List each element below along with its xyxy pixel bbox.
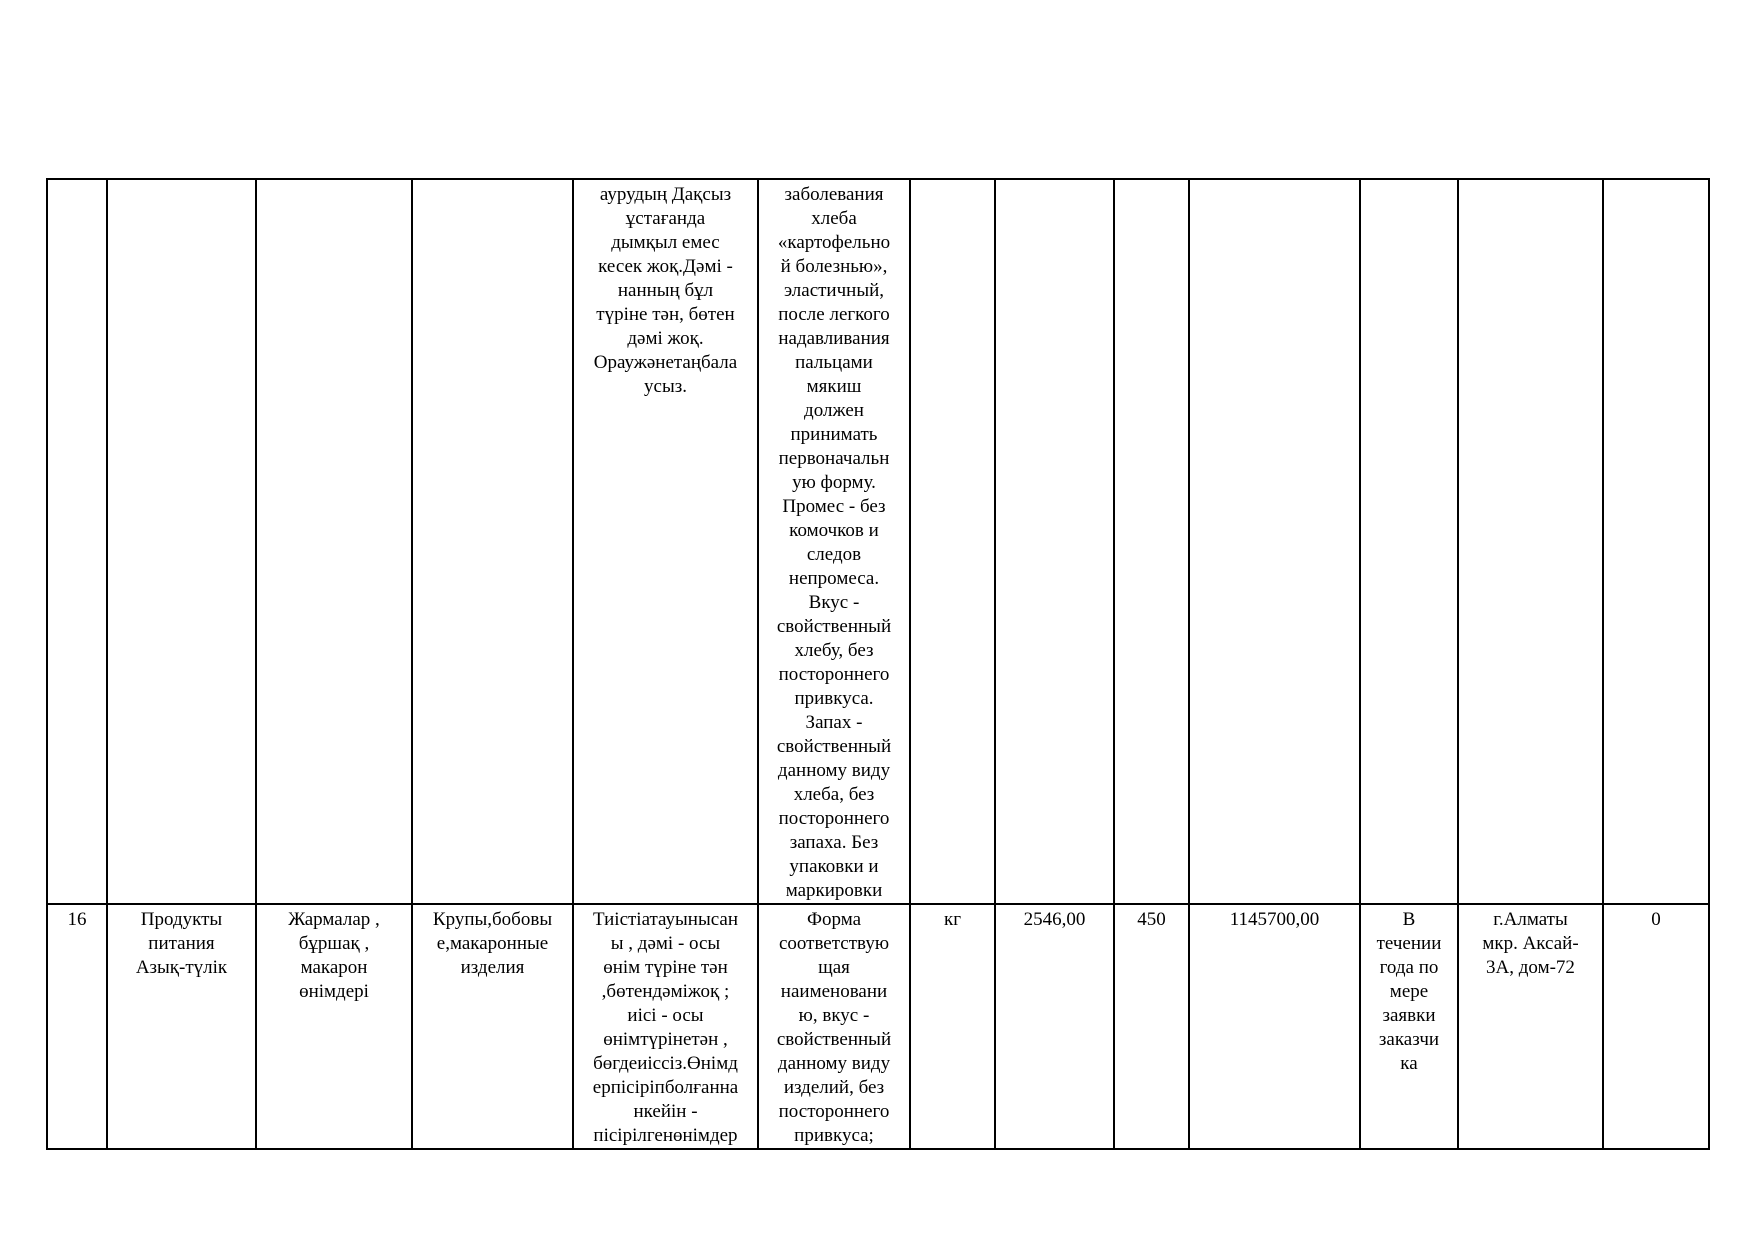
cell-unit bbox=[910, 179, 995, 904]
cell-delivery-terms: В течении года по мере заявки заказчи ка bbox=[1360, 904, 1458, 1149]
cell-advance: 0 bbox=[1603, 904, 1709, 1149]
cell-spec-ru: Форма соответствую щая наименовани ю, вкус - свойственный данному виду изделий, без постороннего привкуса; bbox=[758, 904, 910, 1149]
cell-name-ru bbox=[412, 179, 573, 904]
cell-unit: кг bbox=[910, 904, 995, 1149]
procurement-table bbox=[46, 178, 1710, 1150]
cell-price bbox=[1114, 179, 1189, 904]
cell-spec-ru: заболевания хлеба «картофельно й болезнью», эластичный, после легкого надавливания пальцами мякиш должен принимать первоначальн ую форму. Промес - без комочков и следов непромеса. Вкус - свойственный хлебу, без постороннего привкуса. Запах - свойственный данному виду хлеба, без постороннего запаха. Без упаковки и маркировки bbox=[758, 179, 910, 904]
cell-delivery-place bbox=[1458, 179, 1603, 904]
table-row bbox=[47, 904, 1709, 1149]
cell-amount bbox=[1189, 179, 1360, 904]
cell-advance bbox=[1603, 179, 1709, 904]
cell-name-kz: Жармалар , бұршақ , макарон өнімдері bbox=[256, 904, 412, 1149]
cell-category bbox=[107, 179, 256, 904]
cell-number bbox=[47, 179, 107, 904]
cell-name-kz bbox=[256, 179, 412, 904]
cell-delivery-terms bbox=[1360, 179, 1458, 904]
cell-spec-kz: аурудың Дақсыз ұстағанда дымқыл емес кесек жоқ.Дәмі - нанның бұл түріне тән, бөтен дәмі жоқ. Ораужәнетаңбала усыз. bbox=[573, 179, 758, 904]
cell-delivery-place: г.Алматы мкр. Аксай- 3А, дом-72 bbox=[1458, 904, 1603, 1149]
cell-name-ru: Крупы,бобовы е,макаронные изделия bbox=[412, 904, 573, 1149]
table-row bbox=[47, 179, 1709, 904]
cell-quantity bbox=[995, 179, 1114, 904]
cell-number: 16 bbox=[47, 904, 107, 1149]
cell-amount: 1145700,00 bbox=[1189, 904, 1360, 1149]
cell-category: Продукты питания Азық-түлік bbox=[107, 904, 256, 1149]
cell-price: 450 bbox=[1114, 904, 1189, 1149]
cell-spec-kz: Тиістіатауынысан ы , дәмі - осы өнім түріне тән ,бөтендәміжоқ ; иісі - осы өнімтүрінетән , бөгдеиіссіз.Өнімд ерпісіріпболғанна нкейін - пісірілгенөнімдер bbox=[573, 904, 758, 1149]
cell-quantity: 2546,00 bbox=[995, 904, 1114, 1149]
